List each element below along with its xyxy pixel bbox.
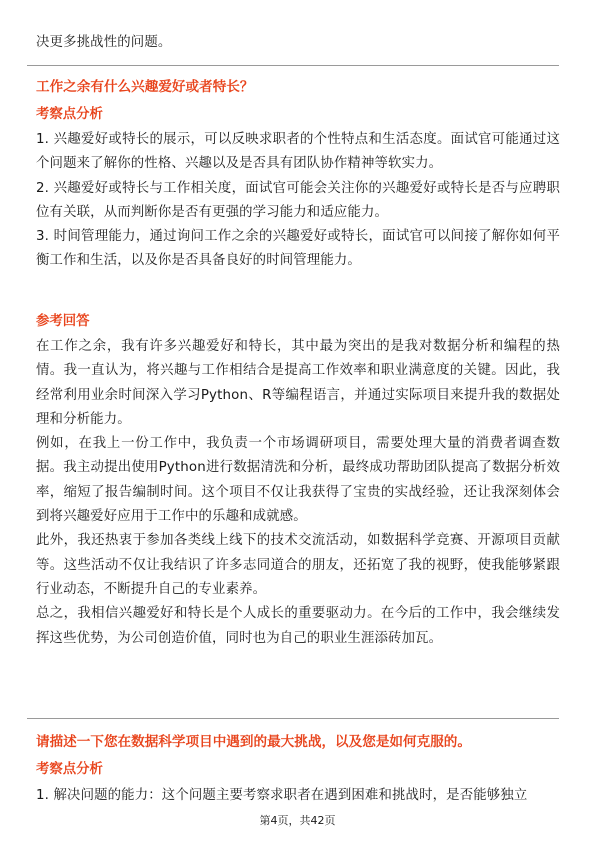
analysis-list bbox=[36, 128, 560, 274]
analysis-item: 2. 兴趣爱好或特长与工作相关度，面试官可能会关注你的兴趣爱好或特长是否与应聘职位有关联，从而判断你是否有更强的学习能力和适应能力。 bbox=[36, 180, 560, 220]
analysis-list bbox=[36, 784, 560, 808]
intro-tail-text: 决更多挑战性的问题。 bbox=[36, 35, 172, 50]
section-divider bbox=[27, 718, 559, 719]
page-number: 第4页，共42页 bbox=[259, 814, 336, 827]
question-title: 工作之余有什么兴趣爱好或者特长？ bbox=[36, 79, 254, 95]
answer-paragraph: 例如，在我上一份工作中，我负责一个市场调研项目，需要处理大量的消费者调查数据。我主动提出使用Python进行数据清洗和分析，最终成功帮助团队提高了数据分析效率，缩短了报告编制时间。这个项目不仅让我获得了宝贵的实战经验，还让我深刻体会到将兴趣爱好应用于工作中的乐趣和成就感。 bbox=[36, 436, 560, 525]
analysis-label: 考察点分析 bbox=[36, 762, 103, 777]
analysis-item: 1. 兴趣爱好或特长的展示，可以反映求职者的个性特点和生活态度。面试官可能通过这个问题来了解你的性格、兴趣以及是否具有团队协作精神等软实力。 bbox=[36, 132, 560, 172]
answer-paragraph: 总之，我相信兴趣爱好和特长是个人成长的重要驱动力。在今后的工作中，我会继续发挥这些优势，为公司创造价值，同时也为自己的职业生涯添砖加瓦。 bbox=[36, 606, 560, 646]
answer-body bbox=[36, 335, 560, 651]
answer-paragraph: 在工作之余，我有许多兴趣爱好和特长，其中最为突出的是我对数据分析和编程的热情。我一直认为，将兴趣与工作相结合是提高工作效率和职业满意度的关键。因此，我经常利用业余时间深入学习Python、R等编程语言，并通过实际项目来提升我的数据处理和分析能力。 bbox=[36, 339, 560, 427]
analysis-label: 考察点分析 bbox=[36, 107, 103, 122]
question-title: 请描述一下您在数据科学项目中遇到的最大挑战，以及您是如何克服的。 bbox=[36, 734, 471, 750]
analysis-item: 3. 时间管理能力，通过询问工作之余的兴趣爱好或特长，面试官可以间接了解你如何平衡工作和生活，以及你是否具备良好的时间管理能力。 bbox=[36, 229, 560, 269]
section-divider bbox=[27, 65, 559, 66]
answer-paragraph: 此外，我还热衷于参加各类线上线下的技术交流活动，如数据科学竞赛、开源项目贡献等。这些活动不仅让我结识了许多志同道合的朋友，还拓宽了我的视野，使我能够紧跟行业动态，不断提升自己的专业素养。 bbox=[36, 533, 560, 597]
analysis-item: 1. 解决问题的能力：这个问题主要考察求职者在遇到困难和挑战时，是否能够独立 bbox=[36, 788, 528, 803]
intro-tail-block bbox=[36, 31, 560, 55]
answer-label: 参考回答 bbox=[36, 314, 90, 329]
